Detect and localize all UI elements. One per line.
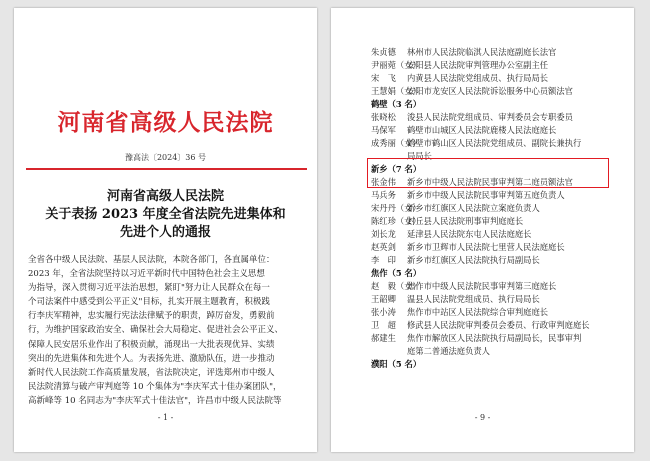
honoree-list — [371, 46, 621, 371]
entry-position: 庭第二普通法庭负责人 — [407, 346, 490, 356]
list-item — [371, 46, 621, 59]
body-line: 突出的先进集体和先进个人。为表扬先进、激励队伍，进一步推动 — [28, 353, 275, 364]
notice-title-line: 先进个人的通报 — [119, 225, 211, 240]
list-item — [371, 332, 621, 345]
page-number: - 1 - — [157, 413, 174, 422]
document-number: 豫高法〔2024〕36 号 — [124, 153, 207, 162]
entry-name: 张晓松 — [371, 112, 396, 122]
entry-position: 新乡市红旗区人民法院立案庭负责人 — [407, 203, 540, 213]
body-line: 行李庆军精神，忠实履行宪法法律赋予的职责，踔厉奋发，勇毅前 — [28, 311, 275, 322]
entry-name: 张小涛 — [371, 307, 396, 317]
region-heading-label: 新乡（7 名） — [371, 164, 422, 174]
entry-position: 鹤壁市鹤山区人民法院党组成员、副院长兼执行 — [407, 138, 582, 148]
entry-position — [407, 358, 621, 371]
entry-position: 新乡市中级人民法院民事审判第五庭负责人 — [407, 190, 565, 200]
body-line: 个司法案件中感受到公平正义"目标，扎实开展主题教育，积极践 — [28, 297, 270, 308]
entry-position: 内黄县人民法院党组成员、执行局局长 — [407, 73, 549, 83]
entry-name: 成秀丽（女） — [371, 138, 421, 148]
entry-name: 卫 超 — [371, 320, 396, 330]
entry-name: 王慧娟（女） — [371, 86, 421, 96]
red-divider-line — [26, 168, 307, 170]
entry-name: 朱贞德 — [371, 47, 396, 57]
body-line: 为指导，深入贯彻习近平法治思想，紧盯"努力让人民群众在每一 — [28, 283, 270, 294]
court-masthead: 河南省高级人民法院 — [57, 109, 274, 136]
document-page-1 — [14, 8, 317, 452]
entry-name: 郝建生 — [371, 333, 396, 343]
list-item — [371, 254, 621, 267]
list-item — [371, 280, 621, 293]
notice-title-line: 关于表扬 2023 年度全省法院先进集体和 — [45, 207, 286, 222]
entry-position: 封丘县人民法院刑事审判庭庭长 — [407, 216, 524, 226]
list-item — [371, 72, 621, 85]
entry-name — [371, 345, 407, 358]
entry-position: 安阳市龙安区人民法院诉讼服务中心员额法官 — [407, 86, 573, 96]
list-item — [371, 202, 621, 215]
entry-name: 马兵务 — [371, 190, 396, 200]
entry-name: 赵英剑 — [371, 242, 396, 252]
notice-body — [28, 253, 306, 408]
list-item — [371, 345, 621, 358]
list-item — [371, 111, 621, 124]
entry-name: 宋 飞 — [371, 73, 396, 83]
entry-name: 赵 毅（女） — [371, 281, 421, 291]
body-line: 新时代人民法院工作高质量发展，省法院决定，评选郑州市中级人 — [28, 367, 275, 378]
body-line: 行，为维护国家政治安全、确保社会大局稳定、促进社会公平正义、 — [28, 325, 284, 336]
entry-position: 新乡市卫辉市人民法院七里营人民法庭庭长 — [407, 242, 565, 252]
entry-name: 陈红珍（女） — [371, 216, 421, 226]
region-heading — [371, 98, 621, 111]
entry-position: 温县人民法院党组成员、执行局局长 — [407, 294, 540, 304]
entry-position: 修武县人民法院审判委员会委员、行政审判庭庭长 — [407, 320, 590, 330]
entry-position: 焦作市中站区人民法院综合审判庭庭长 — [407, 307, 549, 317]
list-item — [371, 189, 621, 202]
entry-position: 林州市人民法院临淇人民法庭副庭长法官 — [407, 47, 557, 57]
document-page-9 — [331, 8, 634, 452]
entry-position: 局局长 — [407, 151, 432, 161]
list-item — [371, 59, 621, 72]
entry-position: 焦作市解放区人民法院执行局副局长，民事审判 — [407, 333, 582, 343]
region-heading — [371, 358, 621, 371]
entry-position — [407, 98, 621, 111]
entry-position: 新乡市红旗区人民法院执行局副局长 — [407, 255, 540, 265]
list-item — [371, 241, 621, 254]
entry-name: 马保军 — [371, 125, 396, 135]
entry-name: 张金伟 — [371, 177, 396, 187]
highlight-box — [367, 158, 609, 188]
page-number: - 9 - — [474, 413, 491, 422]
entry-position: 焦作市中级人民法院民事审判第三庭庭长 — [407, 281, 557, 291]
list-item — [371, 137, 621, 150]
list-item — [371, 319, 621, 332]
region-heading-label: 鹤壁（3 名） — [371, 99, 422, 109]
body-line: 2023 年，全省法院坚持以习近平新时代中国特色社会主义思想 — [28, 269, 265, 280]
entry-name: 尹丽菀（女） — [371, 60, 421, 70]
entry-position: 延津县人民法院东屯人民法庭庭长 — [407, 229, 532, 239]
entry-position — [407, 267, 621, 280]
entry-name: 刘长龙 — [371, 229, 396, 239]
entry-name: 王韶卿 — [371, 294, 396, 304]
body-line: 全省各中级人民法院、基层人民法院，本院各部门，各直属单位： — [28, 255, 275, 265]
body-line: 高新峰等 10 名同志为"李庆军式十佳法官"，许昌市中级人民法院等 — [28, 395, 282, 406]
list-item — [371, 215, 621, 228]
region-heading — [371, 267, 621, 280]
list-item — [371, 85, 621, 98]
entry-name: 李 印 — [371, 255, 396, 265]
body-line: 民法院清算与破产审判庭等 10 个集体为"李庆军式十佳办案团队"， — [28, 381, 282, 392]
notice-title — [14, 188, 317, 242]
entry-position: 安阳县人民法院审判管理办公室副主任 — [407, 60, 549, 70]
list-item — [371, 306, 621, 319]
body-line: 保障人民安居乐业作出了积极贡献，涌现出一大批表现优异、实绩 — [28, 339, 275, 350]
region-heading-label: 焦作（5 名） — [371, 268, 422, 278]
entry-position: 鹤壁市山城区人民法院鹿楼人民法庭庭长 — [407, 125, 557, 135]
list-item — [371, 124, 621, 137]
notice-title-line: 河南省高级人民法院 — [106, 189, 224, 204]
list-item — [371, 293, 621, 306]
region-heading-label: 濮阳（5 名） — [371, 359, 422, 369]
entry-position: 新乡市中级人民法院民事审判第二庭员额法官 — [407, 177, 573, 187]
entry-position: 浚县人民法院党组成员、审判委员会专职委员 — [407, 112, 573, 122]
entry-name: 宋丹丹（女） — [371, 203, 421, 213]
list-item — [371, 228, 621, 241]
